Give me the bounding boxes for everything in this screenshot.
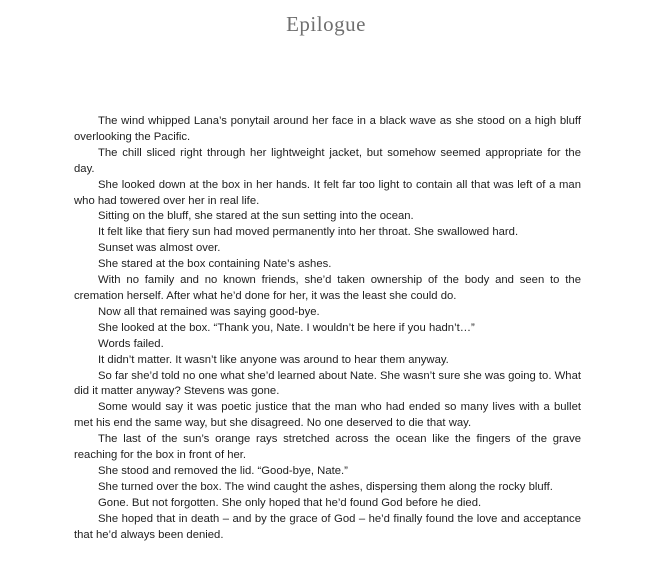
paragraph: She stood and removed the lid. “Good-bye, Nate.” [98,464,348,477]
body-text [74,114,581,543]
paragraph: It didn’t matter. It wasn’t like anyone was around to hear them anyway. [98,353,449,366]
paragraph: Sitting on the bluff, she stared at the sun setting into the ocean. [98,210,414,223]
paragraph: The wind whipped Lana’s ponytail around her face in a black wave as she stood on a high bluff overlooking the Pacific. [74,115,581,143]
paragraph: Now all that remained was saying good-bye. [98,305,320,318]
paragraph: It felt like that fiery sun had moved permanently into her throat. She swallowed hard. [98,226,519,239]
chapter-title: Epilogue [286,12,366,36]
paragraph: With no family and no known friends, she’d taken ownership of the body and seen to the cremation herself. After what he’d done for her, it was the least she could do. [74,274,581,302]
paragraph: She hoped that in death – and by the grace of God – he’d finally found the love and acceptance that he’d always been denied. [74,512,581,541]
paragraph: She turned over the box. The wind caught the ashes, dispersing them along the rocky bluff. [98,480,553,493]
paragraph: She looked at the box. “Thank you, Nate. I wouldn’t be here if you hadn’t…” [98,321,475,334]
paragraph: She looked down at the box in her hands. It felt far too light to contain all that was left of a man who had towered over her in real life. [74,178,581,207]
paragraph: Gone. But not forgotten. She only hoped that he’d found God before he died. [98,496,482,509]
paragraph: She stared at the box containing Nate’s ashes. [98,258,332,271]
paragraph: Some would say it was poetic justice that the man who had ended so many lives with a bullet met his end the same way, but she disagreed. No one deserved to die that way. [74,401,581,430]
paragraph: The last of the sun’s orange rays stretched across the ocean like the fingers of the grave reaching for the box in front of her. [74,433,581,462]
paragraph: Words failed. [98,337,164,350]
paragraph: The chill sliced right through her lightweight jacket, but somehow seemed appropriate for the day. [74,146,581,175]
paragraph: So far she’d told no one what she’d learned about Nate. She wasn’t sure she was going to. What did it matter anyway? Stevens was gone. [74,369,581,398]
paragraph: Sunset was almost over. [98,242,221,255]
